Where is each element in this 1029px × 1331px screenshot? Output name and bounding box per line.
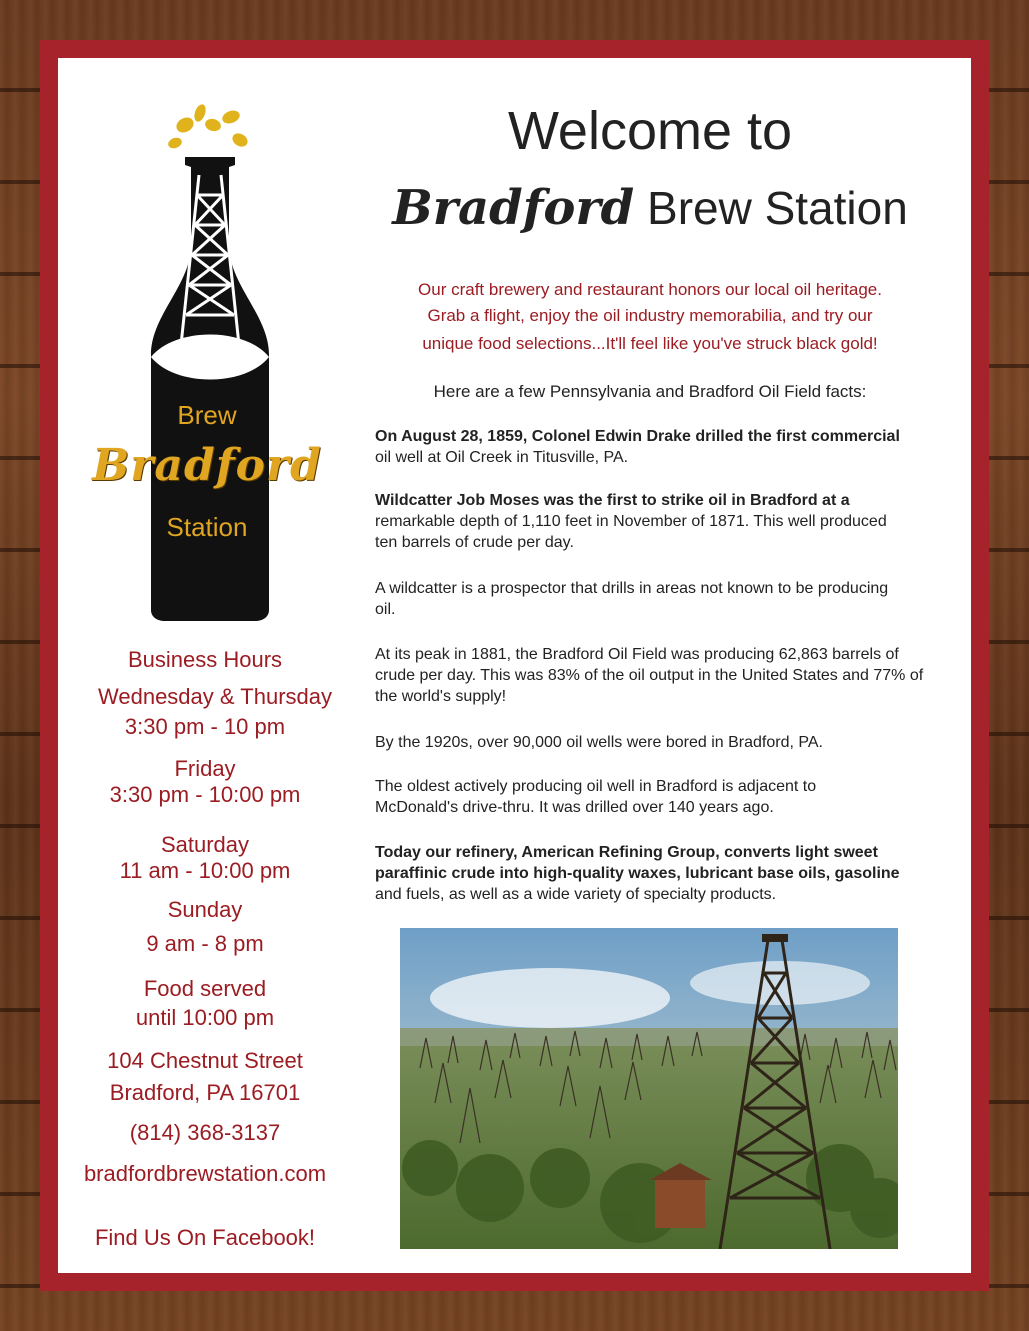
fact-drake [375,426,935,468]
food-served-line2: until 10:00 pm [135,1005,275,1030]
fact-bold: Wildcatter Job Moses was the first to strike oil in Bradford at a [375,492,850,509]
address-street: 104 Chestnut Street [107,1048,303,1073]
fact-text: The oldest actively producing oil well in Bradford is adjacent to McDonald's drive-thru. It was drilled over 140 years ago. [375,778,817,816]
fact-text: By the 1920s, over 90,000 oil wells were bored in Bradford, PA. [375,734,823,751]
oil-field-photo [400,928,898,1249]
bottle-derrick-logo [145,95,275,625]
intro-line1: Our craft brewery and restaurant honors our local oil heritage. [418,280,882,299]
fact-bold: Today our refinery, American Refining Group, converts light sweet paraffinic crude into high-quality waxes, lubricant base oils, gasoline [375,844,900,882]
fact-job-moses [375,490,895,553]
address-city: Bradford, PA 16701 [109,1080,301,1105]
logo-station-text: Station [166,512,248,542]
fact-refinery [375,842,935,905]
hours-heading: Business Hours [127,647,283,672]
food-served-line1: Food served [143,976,267,1001]
hours-wed-thu-label: Wednesday & Thursday [98,684,332,709]
hours-sun-label: Sunday [167,897,243,922]
fact-text: A wildcatter is a prospector that drills in areas not known to be producing oil. [375,580,889,618]
oil-splash-icon [167,103,250,150]
page-title-rest: Brew Station [647,182,908,234]
fact-text: and fuels, as well as a wide variety of specialty products. [375,886,777,903]
page-title-line1: Welcome to [507,101,793,161]
intro-line2: Grab a flight, enjoy the oil industry memorabilia, and try our [427,306,873,325]
fact-bold: On August 28, 1859, Colonel Edwin Drake drilled the first commercial [375,428,900,445]
hours-sun-time: 9 am - 8 pm [146,931,264,956]
phone-number[interactable]: (814) 368-3137 [129,1120,281,1145]
hours-fri-time: 3:30 pm - 10:00 pm [109,782,301,807]
hours-fri-label: Friday [174,756,236,781]
website-link[interactable]: bradfordbrewstation.com [83,1161,327,1186]
facebook-link[interactable]: Find Us On Facebook! [94,1225,316,1250]
hours-sat-label: Saturday [160,832,250,857]
intro-line3: unique food selections...It'll feel like you've struck black gold! [422,334,878,353]
fact-oldest-well [375,776,895,818]
fact-wildcatter [375,578,895,620]
logo-brew-text: Brew [177,400,237,430]
facts-heading: Here are a few Pennsylvania and Bradford Oil Field facts: [433,382,867,401]
hours-wed-thu-time: 3:30 pm - 10 pm [124,714,286,739]
hours-sat-time: 11 am - 10:00 pm [119,858,291,883]
fact-text: oil well at Oil Creek in Titusville, PA. [375,449,629,466]
fact-text: remarkable depth of 1,110 feet in November of 1871. This well produced ten barrels of crude per day. [375,513,887,551]
page-title-line2 [370,180,930,236]
fact-1920s [375,732,935,753]
fact-peak-1881 [375,644,935,707]
fact-text: At its peak in 1881, the Bradford Oil Field was producing 62,863 barrels of crude per day. This was 83% of the oil output in the United States and 77% of the world's supply! [375,646,924,705]
logo-bradford-text: Bradford [92,440,322,491]
page-title-brand: Bradford [392,180,635,236]
